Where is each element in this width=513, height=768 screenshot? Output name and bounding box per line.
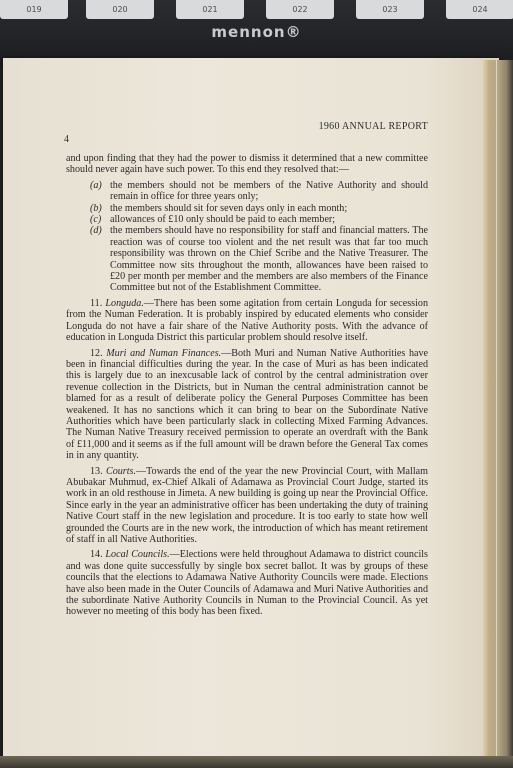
- resolution-item: [90, 180, 428, 203]
- resolution-item: [90, 214, 428, 225]
- item-label: (a): [90, 179, 102, 191]
- paragraph-text: —Towards the end of the year the new Provincial Court, with Mallam Abubakar Muhmud, ex-Chief Alkali of Adamawa as Provincial Court Judge, started its work in an old resthouse in Jimeta. A new building is going up near the Provincial Office. Since early in the year an administrative officer has been undertaking the duty of training Native Court staff in the new legislation and procedure. It is too early to state how well grounded the Courts are in the new work, the introduction of which has meant retirement of staff in all Native Authorities.: [66, 465, 429, 545]
- paragraph-number: 13.: [90, 465, 103, 477]
- paragraph-text: —There has been some agitation from certain Longuda for secession from the Numan Federation. It is probably inspired by educated elements who consider Longuda do not have a fair share of the Native Authority posts. With the advance of education in Longuda District this particular problem should resolve itself.: [66, 297, 428, 344]
- item-label: (b): [90, 202, 102, 214]
- paragraph-courts: [66, 466, 428, 546]
- scanner-bed-bottom: [0, 756, 513, 768]
- paragraph-number: 11.: [90, 297, 103, 309]
- page-number: 4: [64, 134, 69, 145]
- frame-marker: 019: [0, 0, 68, 19]
- item-label: (c): [90, 214, 102, 226]
- item-text: allowances of £10 only should be paid to each member;: [110, 214, 336, 226]
- paragraph-heading: Local Councils.: [105, 549, 170, 561]
- paragraph-number: 14.: [90, 549, 103, 561]
- item-text: the members should have no responsibility for staff and financial matters. The reaction was of course too violent and the net result was that far too much responsibility was thrown on the Chief Scribe and the Native Treasurer. The Committee now sits throughout the month, allowances have been raised to £20 per month per member and the members are also members of the Finance Committee but not of the Establishment Committee.: [110, 225, 428, 294]
- item-text: the members should not be members of the Native Authority and should remain in office for three years only;: [110, 179, 428, 203]
- paragraph-local-councils: [66, 549, 428, 617]
- page-edge-stain: [482, 60, 496, 760]
- intro-paragraph: and upon finding that they had the power to dismiss it determined that a new committee should never again have such power. To this end they resolved that:—: [66, 153, 428, 176]
- item-label: (d): [90, 225, 102, 237]
- scanner-brand-logo: mennon®: [211, 23, 302, 41]
- paragraph-text: —Both Muri and Numan Native Authorities have been in financial difficulties during the year. In the case of Muri as has been indicated this is largely due to an inexcusable lack of control by the central administration over revenue collection in the Districts, but in Numan the central administration cannot be blamed for as a result of deliberate policy the General Purposes Committee has been weakened. It has no sanctions which it can bring to bear on the Subordinate Native Authorities which have been particularly slack in collecting Mixed Farming Advances. The Numan Native Treasury received permission to operate an overdraft with the Bank of £11,000 and it seems as if the full amount will be drawn before the General Tax comes in in any quantity.: [66, 347, 428, 462]
- paragraph-heading: Longuda.: [105, 297, 144, 309]
- frame-marker: 021: [176, 0, 244, 19]
- paragraph-finances: [66, 348, 428, 462]
- paragraph-heading: Courts.: [105, 465, 136, 477]
- resolution-item: [90, 203, 428, 214]
- frame-marker: 022: [266, 0, 334, 19]
- paragraph-heading: Muri and Numan Finances.: [106, 347, 222, 359]
- frame-marker: 023: [356, 0, 424, 19]
- adjacent-page-edge: [497, 60, 513, 768]
- paragraph-text: —Elections were held throughout Adamawa to district councils and was done quite successfully by single box secret ballot. It was by groups of these councils that the elections to Adamawa Native Authority Councils were made. Elections have also been made in the Outer Councils of Adamawa and Muri Native Authorities and the subordinate Native Authority Councils in Numan to the Provincial Council. As yet however no meeting of this body has been fixed.: [66, 549, 428, 618]
- frame-marker: 020: [86, 0, 154, 19]
- item-text: the members should sit for seven days only in each month;: [110, 202, 348, 214]
- scanner-frame: [0, 0, 513, 66]
- resolution-item: [90, 225, 428, 293]
- paragraph-longuda: [66, 298, 428, 344]
- report-body: [66, 153, 428, 622]
- frame-marker: 024: [446, 0, 513, 19]
- running-head: 1960 ANNUAL REPORT: [318, 121, 428, 132]
- paragraph-number: 12.: [90, 347, 103, 359]
